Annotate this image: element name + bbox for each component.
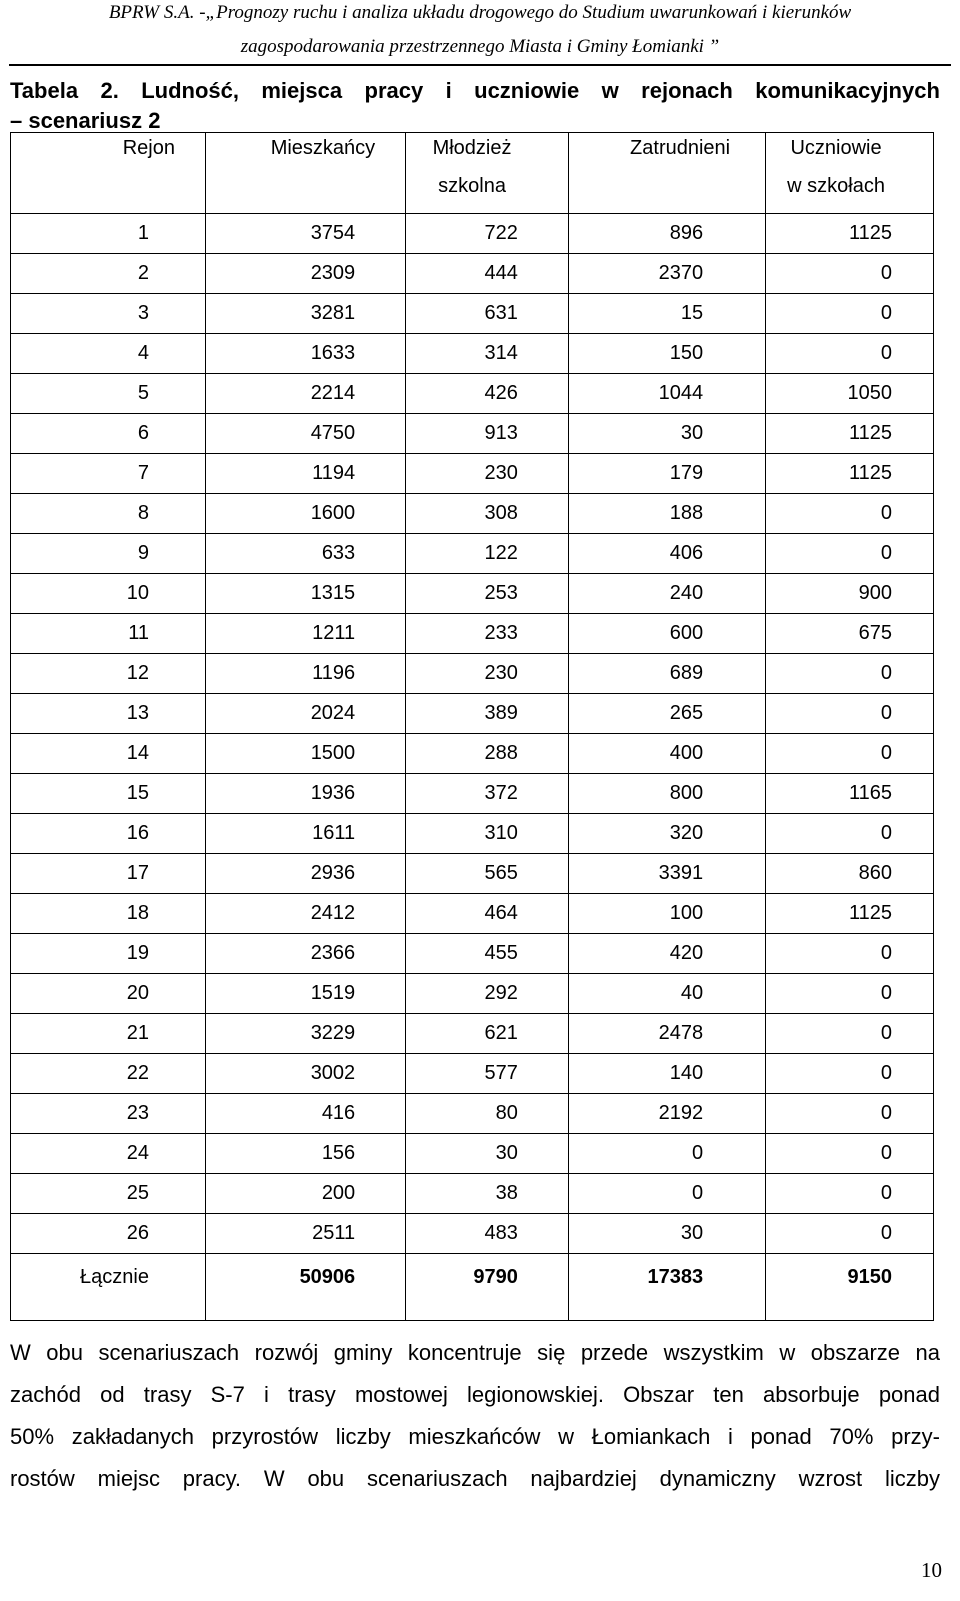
cell-rejon: 7 <box>11 454 206 494</box>
cell-zatrudnieni: 100 <box>568 894 765 934</box>
caption-word: komunikacyjnych <box>755 78 940 103</box>
cell-rejon: 14 <box>11 734 206 774</box>
cell-zatrudnieni: 30 <box>568 414 765 454</box>
cell-zatrudnieni: 2192 <box>568 1094 765 1134</box>
table-row <box>11 1054 934 1094</box>
table-row <box>11 854 934 894</box>
table-header-row <box>11 133 934 214</box>
cell-rejon: 22 <box>11 1054 206 1094</box>
cell-mlodziez: 483 <box>406 1214 569 1254</box>
cell-uczniowie: 900 <box>766 574 934 614</box>
cell-rejon: 20 <box>11 974 206 1014</box>
table-row <box>11 494 934 534</box>
cell-mieszkancy: 3229 <box>205 1014 405 1054</box>
cell-mieszkancy: 200 <box>205 1174 405 1214</box>
caption-word: i <box>445 78 452 103</box>
total-mlodziez: 9790 <box>406 1254 569 1321</box>
cell-zatrudnieni: 265 <box>568 694 765 734</box>
cell-mieszkancy: 1936 <box>205 774 405 814</box>
cell-mlodziez: 444 <box>406 254 569 294</box>
cell-zatrudnieni: 2478 <box>568 1014 765 1054</box>
table-row <box>11 894 934 934</box>
cell-zatrudnieni: 400 <box>568 734 765 774</box>
cell-rejon: 12 <box>11 654 206 694</box>
header-line-2: zagospodarowania przestrzennego Miasta i Gminy Łomianki ” <box>240 36 720 57</box>
cell-rejon: 13 <box>11 694 206 734</box>
cell-zatrudnieni: 188 <box>568 494 765 534</box>
cell-mlodziez: 308 <box>406 494 569 534</box>
cell-mlodziez: 80 <box>406 1094 569 1134</box>
caption-word: rejonach <box>641 78 733 103</box>
cell-mieszkancy: 4750 <box>205 414 405 454</box>
table-row <box>11 574 934 614</box>
caption-word: uczniowie <box>474 78 580 103</box>
cell-zatrudnieni: 600 <box>568 614 765 654</box>
cell-uczniowie: 0 <box>766 654 934 694</box>
table-row <box>11 934 934 974</box>
cell-rejon: 8 <box>11 494 206 534</box>
cell-mieszkancy: 156 <box>205 1134 405 1174</box>
cell-mlodziez: 38 <box>406 1174 569 1214</box>
table-row <box>11 334 934 374</box>
cell-zatrudnieni: 3391 <box>568 854 765 894</box>
total-mieszkancy: 50906 <box>205 1254 405 1321</box>
paragraph-line: W obu scenariuszach rozwój gminy koncentruje się przede wszystkim w obszarze na <box>10 1340 940 1365</box>
header-mlodziez: Młodzież szkolna <box>406 133 569 214</box>
cell-zatrudnieni: 689 <box>568 654 765 694</box>
table-row <box>11 374 934 414</box>
table-row <box>11 254 934 294</box>
cell-mieszkancy: 2936 <box>205 854 405 894</box>
header-rule <box>9 64 951 66</box>
total-rejon: Łącznie <box>11 1254 206 1321</box>
cell-mieszkancy: 1315 <box>205 574 405 614</box>
cell-rejon: 9 <box>11 534 206 574</box>
body-paragraph <box>10 1332 940 1500</box>
cell-zatrudnieni: 179 <box>568 454 765 494</box>
table-row <box>11 814 934 854</box>
paragraph-line: zachód od trasy S-7 i trasy mostowej legionowskiej. Obszar ten absorbuje ponad <box>10 1382 940 1407</box>
cell-mieszkancy: 2214 <box>205 374 405 414</box>
page-number: 10 <box>921 1558 942 1582</box>
cell-mieszkancy: 1500 <box>205 734 405 774</box>
cell-mieszkancy: 1211 <box>205 614 405 654</box>
cell-mlodziez: 230 <box>406 454 569 494</box>
cell-zatrudnieni: 2370 <box>568 254 765 294</box>
cell-rejon: 10 <box>11 574 206 614</box>
cell-rejon: 26 <box>11 1214 206 1254</box>
cell-mieszkancy: 2412 <box>205 894 405 934</box>
table-row <box>11 734 934 774</box>
cell-uczniowie: 1050 <box>766 374 934 414</box>
cell-uczniowie: 0 <box>766 334 934 374</box>
cell-mlodziez: 230 <box>406 654 569 694</box>
table-row <box>11 1134 934 1174</box>
cell-mieszkancy: 2309 <box>205 254 405 294</box>
cell-mlodziez: 565 <box>406 854 569 894</box>
cell-mlodziez: 372 <box>406 774 569 814</box>
cell-uczniowie: 0 <box>766 734 934 774</box>
cell-rejon: 18 <box>11 894 206 934</box>
cell-mieszkancy: 1519 <box>205 974 405 1014</box>
table-row <box>11 294 934 334</box>
cell-mieszkancy: 3002 <box>205 1054 405 1094</box>
table-row <box>11 214 934 254</box>
cell-zatrudnieni: 150 <box>568 334 765 374</box>
table-row <box>11 694 934 734</box>
cell-mlodziez: 426 <box>406 374 569 414</box>
cell-zatrudnieni: 140 <box>568 1054 765 1094</box>
cell-mlodziez: 233 <box>406 614 569 654</box>
cell-mieszkancy: 1633 <box>205 334 405 374</box>
cell-mlodziez: 253 <box>406 574 569 614</box>
cell-rejon: 6 <box>11 414 206 454</box>
cell-rejon: 21 <box>11 1014 206 1054</box>
cell-mlodziez: 631 <box>406 294 569 334</box>
caption-word: miejsca <box>261 78 343 103</box>
cell-mlodziez: 913 <box>406 414 569 454</box>
cell-rejon: 3 <box>11 294 206 334</box>
caption-word: w <box>601 78 619 103</box>
cell-mlodziez: 30 <box>406 1134 569 1174</box>
running-header <box>0 0 960 64</box>
cell-rejon: 5 <box>11 374 206 414</box>
cell-zatrudnieni: 420 <box>568 934 765 974</box>
cell-mieszkancy: 1611 <box>205 814 405 854</box>
cell-mlodziez: 621 <box>406 1014 569 1054</box>
cell-mlodziez: 455 <box>406 934 569 974</box>
cell-mlodziez: 292 <box>406 974 569 1014</box>
cell-mieszkancy: 3281 <box>205 294 405 334</box>
header-mieszkancy: Mieszkańcy <box>205 133 405 214</box>
cell-mieszkancy: 2024 <box>205 694 405 734</box>
caption-word: 2. <box>100 78 119 103</box>
cell-uczniowie: 0 <box>766 1134 934 1174</box>
caption-line-2: – scenariusz 2 <box>10 108 161 133</box>
caption-line-1 <box>10 76 940 106</box>
cell-uczniowie: 0 <box>766 1094 934 1134</box>
cell-rejon: 16 <box>11 814 206 854</box>
cell-zatrudnieni: 896 <box>568 214 765 254</box>
table-row <box>11 534 934 574</box>
table-row <box>11 1214 934 1254</box>
table-row <box>11 774 934 814</box>
table-row <box>11 1014 934 1054</box>
cell-zatrudnieni: 320 <box>568 814 765 854</box>
cell-rejon: 19 <box>11 934 206 974</box>
total-uczniowie: 9150 <box>766 1254 934 1321</box>
cell-zatrudnieni: 240 <box>568 574 765 614</box>
cell-zatrudnieni: 0 <box>568 1134 765 1174</box>
caption-word: Tabela <box>10 78 79 103</box>
header-line-1: BPRW S.A. -„Prognozy ruchu i analiza układu drogowego do Studium uwarunkowań i kierunków <box>108 2 852 23</box>
cell-uczniowie: 0 <box>766 534 934 574</box>
cell-uczniowie: 0 <box>766 974 934 1014</box>
cell-mlodziez: 464 <box>406 894 569 934</box>
cell-uczniowie: 1165 <box>766 774 934 814</box>
cell-rejon: 24 <box>11 1134 206 1174</box>
cell-uczniowie: 0 <box>766 694 934 734</box>
cell-mieszkancy: 3754 <box>205 214 405 254</box>
caption-word: pracy <box>364 78 424 103</box>
cell-uczniowie: 0 <box>766 494 934 534</box>
caption-word: Ludność, <box>141 78 239 103</box>
population-table <box>10 132 934 1321</box>
cell-uczniowie: 0 <box>766 254 934 294</box>
header-uczniowie: Uczniowie w szkołach <box>766 133 934 214</box>
cell-uczniowie: 0 <box>766 934 934 974</box>
table-total-row <box>11 1254 934 1321</box>
cell-rejon: 15 <box>11 774 206 814</box>
cell-uczniowie: 0 <box>766 814 934 854</box>
cell-rejon: 23 <box>11 1094 206 1134</box>
cell-mlodziez: 310 <box>406 814 569 854</box>
cell-rejon: 4 <box>11 334 206 374</box>
cell-mlodziez: 722 <box>406 214 569 254</box>
cell-zatrudnieni: 406 <box>568 534 765 574</box>
cell-rejon: 11 <box>11 614 206 654</box>
cell-mlodziez: 314 <box>406 334 569 374</box>
cell-zatrudnieni: 800 <box>568 774 765 814</box>
cell-mieszkancy: 416 <box>205 1094 405 1134</box>
cell-uczniowie: 860 <box>766 854 934 894</box>
cell-rejon: 17 <box>11 854 206 894</box>
cell-uczniowie: 0 <box>766 294 934 334</box>
cell-rejon: 1 <box>11 214 206 254</box>
cell-mlodziez: 122 <box>406 534 569 574</box>
cell-mlodziez: 288 <box>406 734 569 774</box>
cell-rejon: 2 <box>11 254 206 294</box>
table-row <box>11 1174 934 1214</box>
header-zatrudnieni: Zatrudnieni <box>568 133 765 214</box>
cell-uczniowie: 0 <box>766 1174 934 1214</box>
cell-rejon: 25 <box>11 1174 206 1214</box>
table-row <box>11 1094 934 1134</box>
cell-mieszkancy: 633 <box>205 534 405 574</box>
cell-zatrudnieni: 15 <box>568 294 765 334</box>
table-body <box>11 214 934 1321</box>
header-rejon: Rejon <box>11 133 206 214</box>
cell-mieszkancy: 2366 <box>205 934 405 974</box>
cell-mieszkancy: 2511 <box>205 1214 405 1254</box>
table-row <box>11 454 934 494</box>
table-row <box>11 414 934 454</box>
cell-zatrudnieni: 1044 <box>568 374 765 414</box>
table-row <box>11 654 934 694</box>
cell-zatrudnieni: 40 <box>568 974 765 1014</box>
cell-uczniowie: 0 <box>766 1214 934 1254</box>
cell-uczniowie: 1125 <box>766 214 934 254</box>
table-row <box>11 974 934 1014</box>
cell-mieszkancy: 1600 <box>205 494 405 534</box>
cell-mlodziez: 577 <box>406 1054 569 1094</box>
total-zatrudnieni: 17383 <box>568 1254 765 1321</box>
cell-mieszkancy: 1194 <box>205 454 405 494</box>
cell-uczniowie: 1125 <box>766 894 934 934</box>
cell-uczniowie: 1125 <box>766 414 934 454</box>
cell-zatrudnieni: 30 <box>568 1214 765 1254</box>
table-row <box>11 614 934 654</box>
paragraph-line: 50% zakładanych przyrostów liczby mieszkańców w Łomiankach i ponad 70% przy- <box>10 1424 940 1449</box>
cell-mlodziez: 389 <box>406 694 569 734</box>
cell-mieszkancy: 1196 <box>205 654 405 694</box>
cell-uczniowie: 0 <box>766 1054 934 1094</box>
cell-zatrudnieni: 0 <box>568 1174 765 1214</box>
cell-uczniowie: 675 <box>766 614 934 654</box>
paragraph-line: rostów miejsc pracy. W obu scenariuszach najbardziej dynamiczny wzrost liczby <box>10 1466 940 1491</box>
table-caption <box>10 76 940 136</box>
cell-uczniowie: 0 <box>766 1014 934 1054</box>
cell-uczniowie: 1125 <box>766 454 934 494</box>
